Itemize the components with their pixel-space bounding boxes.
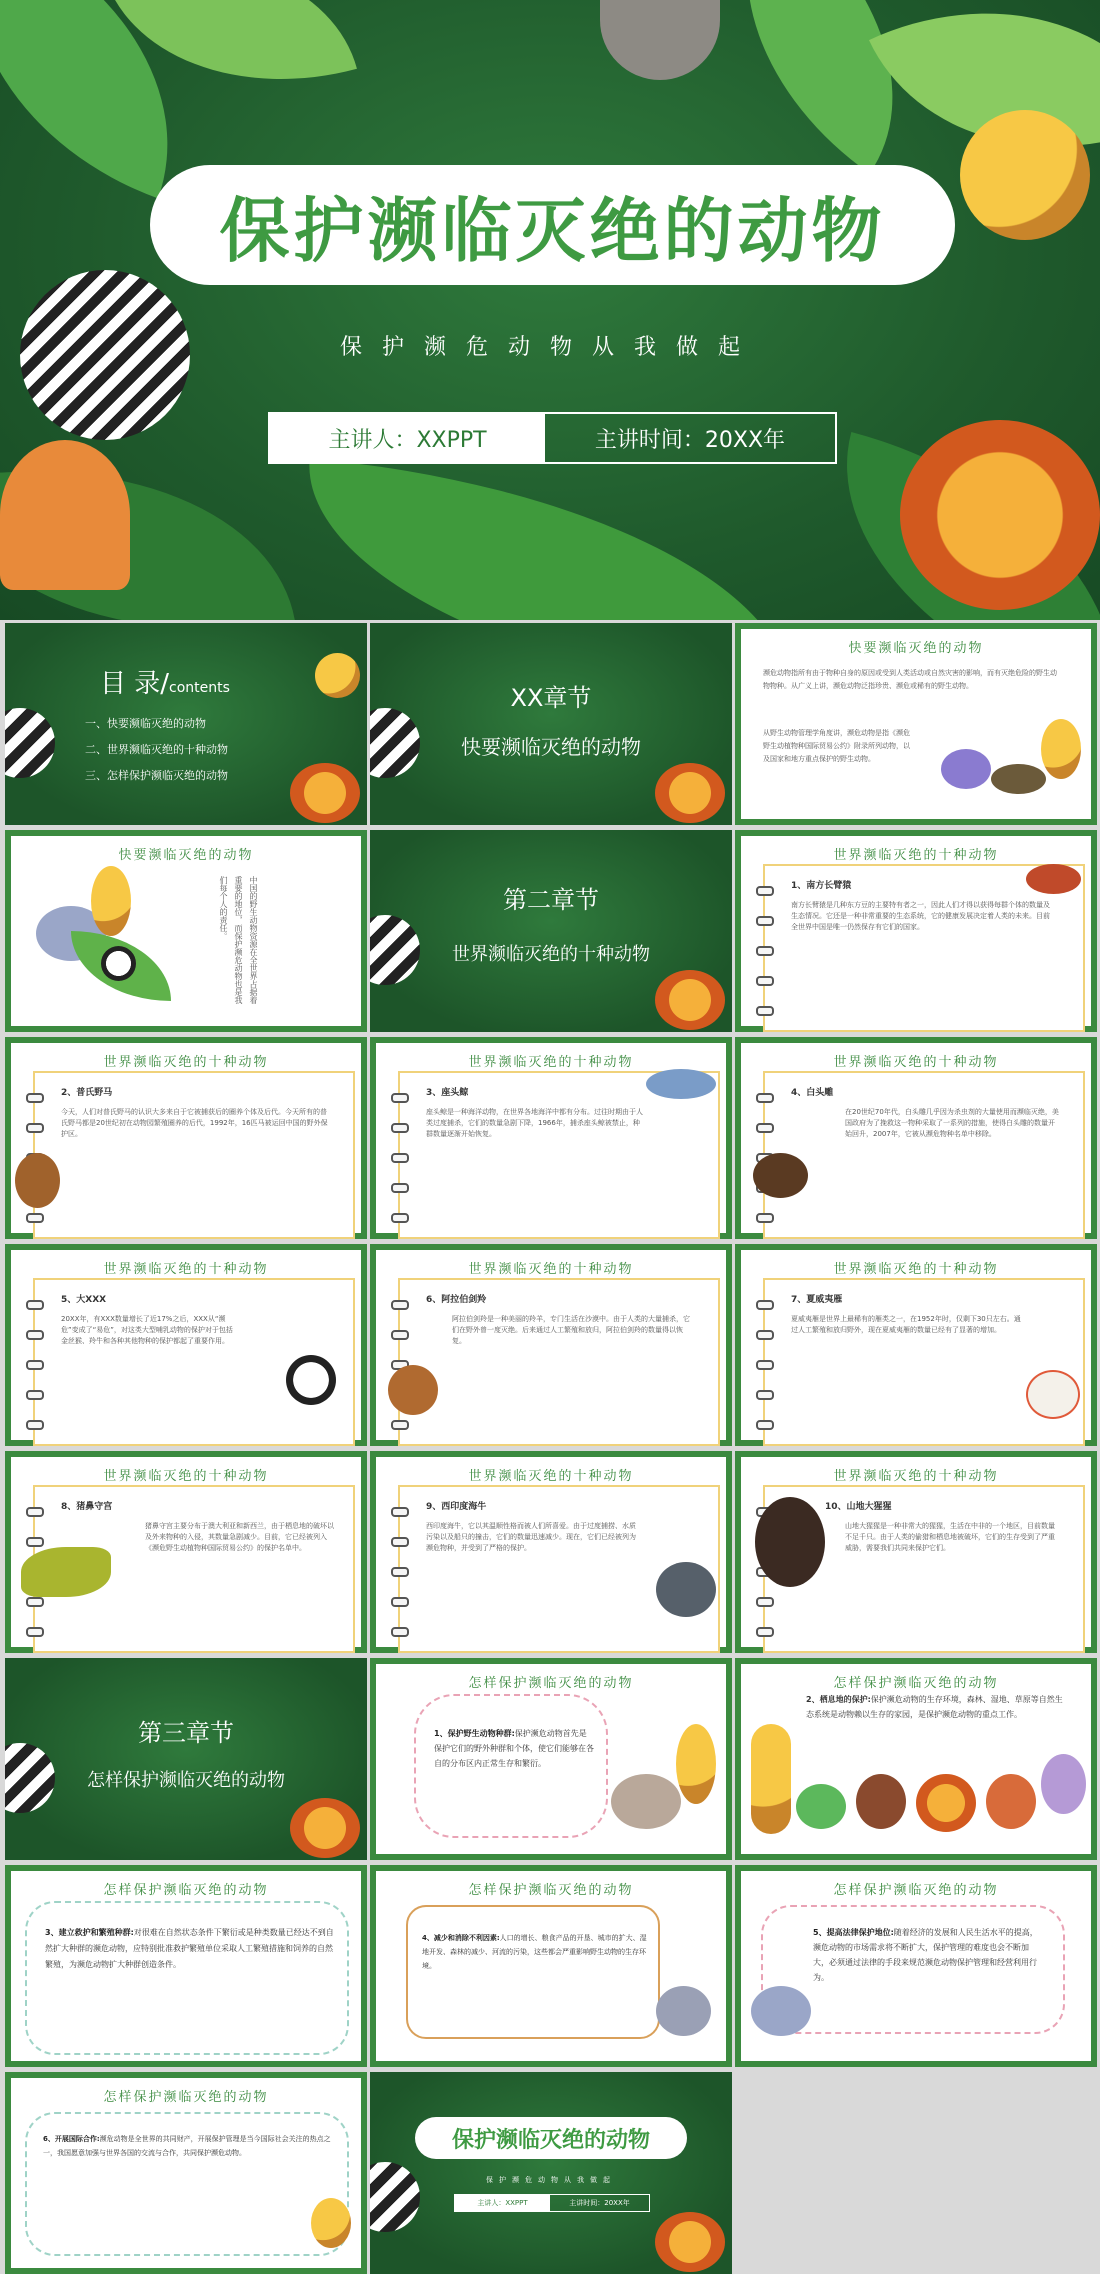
- binder-ring: [756, 1360, 774, 1370]
- intro-paragraph: 从野生动物管理学角度讲，濒危动物是指《濒危野生动植物种国际贸易公约》附录所列动物，以及国家和地方重点保护的野生动物。: [763, 729, 910, 763]
- binder-ring: [26, 1597, 44, 1607]
- chapter-number: 第三章节: [138, 1719, 234, 1747]
- panda-illustration: [286, 1355, 336, 1405]
- horse-illustration: [15, 1153, 60, 1208]
- animal-name: 4、白头雕: [791, 1088, 834, 1098]
- point-lead: 3、建立救护和繁殖种群:: [45, 1928, 134, 1937]
- slide-header: 怎样保护濒临灭绝的动物: [833, 1883, 999, 1898]
- protect-point: [806, 1692, 1066, 1722]
- notebook-frame: [763, 1278, 1085, 1446]
- binder-ring: [391, 1420, 409, 1430]
- gorilla-illustration: [755, 1497, 825, 1587]
- lion-illustration: [290, 1798, 360, 1858]
- binder-ring: [26, 1330, 44, 1340]
- slide-chapter-1[interactable]: [370, 623, 732, 825]
- toc-item[interactable]: 二、世界濒临灭绝的十种动物: [85, 743, 228, 756]
- slide-header: 世界濒临灭绝的十种动物: [833, 1055, 999, 1070]
- slide-header: 世界濒临灭绝的十种动物: [833, 1262, 999, 1277]
- binder-ring: [391, 1093, 409, 1103]
- slide-protect-6[interactable]: [5, 2072, 367, 2274]
- point-body: 随着经济的发展和人民生活水平的提高，濒危动物的市场需求将不断扩大，保护管理的难度也会不断加大，必须通过法律的手段来规范濒危动物保护管理和经营利用行为。: [813, 1928, 1038, 1982]
- slide-header: 世界濒临灭绝的十种动物: [468, 1055, 634, 1070]
- binder-ring: [391, 1153, 409, 1163]
- binder-ring: [26, 1420, 44, 1430]
- animal-name: 6、阿拉伯剑羚: [426, 1295, 487, 1305]
- rhino-illustration: [941, 749, 991, 789]
- oryx-illustration: [388, 1365, 438, 1415]
- slide-chapter-3[interactable]: [5, 1658, 367, 1860]
- title-banner: [150, 165, 955, 285]
- slide-header: 怎样保护濒临灭绝的动物: [468, 1676, 634, 1691]
- chapter-title: 快要濒临灭绝的动物: [461, 735, 641, 759]
- binder-ring: [756, 1300, 774, 1310]
- animal-name: 3、座头鲸: [426, 1088, 469, 1098]
- zebra-illustration: [370, 2162, 420, 2232]
- binder-ring: [756, 1213, 774, 1223]
- closing-info-bar: [454, 2194, 650, 2212]
- giraffe-illustration: [311, 2198, 351, 2248]
- presentation-time: 主讲时间：20XX年: [569, 2199, 630, 2207]
- presentation-time: 主讲时间：20XX年: [594, 427, 786, 453]
- animal-name: 10、山地大猩猩: [825, 1502, 892, 1512]
- binder-ring: [26, 1213, 44, 1223]
- notebook-frame: [33, 1071, 355, 1239]
- slide-header: 怎样保护濒临灭绝的动物: [468, 1883, 634, 1898]
- slide-animal-7[interactable]: [735, 1244, 1097, 1446]
- binder-ring: [756, 1597, 774, 1607]
- slide-animal-8[interactable]: [5, 1451, 367, 1653]
- slide-header: 怎样保护濒临灭绝的动物: [103, 2090, 269, 2105]
- point-lead: 4、减少和消除不利因素:: [422, 1934, 500, 1942]
- slide-header: 怎样保护濒临灭绝的动物: [103, 1883, 269, 1898]
- goose-illustration: [1026, 1370, 1080, 1419]
- animal-description: 在20世纪70年代，白头雕几乎因为杀虫剂的大量使用而濒临灭绝，美国政府为了挽救这一物种采取了一系列的措施，使得白头雕的数量开始回升，2007年，它被从濒危物种名单中移除。: [845, 1108, 1059, 1138]
- bat-illustration: [1026, 864, 1081, 894]
- chapter-title: 怎样保护濒临灭绝的动物: [87, 1770, 285, 1791]
- slide-animal-10[interactable]: [735, 1451, 1097, 1653]
- slide-protect-4[interactable]: [370, 1865, 732, 2067]
- binder-ring: [756, 1123, 774, 1133]
- binder-ring: [391, 1567, 409, 1577]
- grass-decoration: [292, 459, 808, 620]
- toc-item[interactable]: 三、怎样保护濒临灭绝的动物: [85, 769, 228, 782]
- animal-description: 山地大猩猩是一种非常大的猩猩，生活在中非的一个地区，目前数量不足千只。由于人类的偷猎和栖息地被破坏，它们的生存受到了严重威胁，需要我们共同来保护它们。: [845, 1522, 1055, 1552]
- slide-protect-1[interactable]: [370, 1658, 732, 1860]
- animal-description: 今天，人们对普氏野马的认识大多来自于它被捕获后的圈养个体及后代。今天所有的普氏野马都是20世纪初在动物园繁殖圈养的后代，1992年，16匹马被运回中国的野外保护区。: [61, 1108, 328, 1138]
- binder-ring: [391, 1213, 409, 1223]
- closing-title: 保护濒临灭绝的动物: [451, 2127, 650, 2153]
- fox-illustration: [986, 1774, 1036, 1829]
- lion-illustration: [916, 1774, 976, 1832]
- binder-ring: [391, 1627, 409, 1637]
- protect-point: [422, 1931, 647, 1973]
- closing-subtitle: 保护濒危动物从我做起: [486, 2176, 616, 2184]
- slide-header: 世界濒临灭绝的十种动物: [468, 1469, 634, 1484]
- animal-description: 座头鲸是一种海洋动物，在世界各地海洋中都有分布。过往时期由于人类过度捕杀，它们的数量急剧下降，1966年，捕杀座头鲸被禁止，种群数量逐渐开始恢复。: [426, 1108, 643, 1138]
- animal-name: 1、南方长臂猿: [791, 881, 852, 891]
- binder-ring: [756, 886, 774, 896]
- toc-title: 目 录/contents: [100, 669, 230, 699]
- slide-intro[interactable]: [735, 623, 1097, 825]
- board-frame: [406, 1905, 660, 2039]
- chapter-number: 第二章节: [503, 886, 599, 914]
- protect-point: [43, 2132, 333, 2160]
- slide-header: 快要濒临灭绝的动物: [848, 641, 984, 656]
- presentation-title: 保护濒临灭绝的动物: [219, 189, 886, 272]
- binder-ring: [756, 1330, 774, 1340]
- slide-header: 世界濒临灭绝的十种动物: [833, 848, 999, 863]
- point-lead: 5、提高法律保护地位:: [813, 1928, 894, 1937]
- animal-description: 夏威夷雁是世界上最稀有的雁类之一，在1952年时，仅剩下30只左右。通过人工繁殖和放归野外，现在夏威夷雁的数量已经有了显著的增加。: [791, 1315, 1021, 1334]
- giraffe-illustration: [751, 1724, 791, 1834]
- turtle-illustration: [991, 764, 1046, 794]
- slide-protect-2[interactable]: [735, 1658, 1097, 1860]
- binder-ring: [756, 976, 774, 986]
- slide-animal-5[interactable]: [5, 1244, 367, 1446]
- slide-toc[interactable]: [5, 623, 367, 825]
- whale-illustration: [646, 1069, 716, 1099]
- protect-point: [434, 1726, 594, 1771]
- binder-ring: [756, 1420, 774, 1430]
- slide-animal-2[interactable]: [5, 1037, 367, 1239]
- panda-illustration: [101, 946, 136, 981]
- animal-description: 20XX年，有XXX数量增长了近17%之后，XXX从“濒危”变成了“易危”，对这类大型哺乳动物的保护对于包括金丝猴、羚牛和各种其他物种的保护都起了重要作用。: [61, 1315, 233, 1345]
- animal-description: 南方长臂猿是几种东方豆的主要特有者之一，因此人们才得以获得每群个体的数量及生态情况。它还是一种非常重要的生态系统，它的健康发展决定着人类的未来。目前全世界中国是唯一仍然保存有它们的国家。: [791, 901, 1050, 931]
- giraffe-illustration: [315, 653, 360, 698]
- lion-illustration: [900, 420, 1100, 610]
- beaded-frame: [25, 1901, 349, 2055]
- giraffe-illustration: [676, 1724, 716, 1804]
- zebra-illustration: [5, 708, 55, 778]
- slide-animal-3[interactable]: [370, 1037, 732, 1239]
- animal-description: 阿拉伯剑羚是一种美丽的羚羊，专门生活在沙漠中。由于人类的大量捕杀，它们在野外曾一度灭绝。后来通过人工繁殖和放归，阿拉伯剑羚的数量得以恢复。: [452, 1315, 690, 1345]
- binder-ring: [391, 1183, 409, 1193]
- binder-ring: [391, 1300, 409, 1310]
- gecko-illustration: [21, 1547, 111, 1597]
- chapter-title: 世界濒临灭绝的十种动物: [452, 944, 650, 965]
- binder-ring: [391, 1123, 409, 1133]
- speech-bubble: [414, 1694, 608, 1838]
- giraffe-illustration: [91, 866, 131, 936]
- binder-ring: [26, 1360, 44, 1370]
- animal-group-illustration: [611, 1774, 681, 1829]
- binder-ring: [26, 1390, 44, 1400]
- animal-description: 西印度海牛，它以其温顺性格而被人们所喜爱。由于过度捕捞、水质污染以及船只的撞击，它们的数量迅速减少。现在，它们已经被列为濒危物种，并受到了严格的保护。: [426, 1522, 636, 1552]
- lion-illustration: [655, 763, 725, 823]
- point-body: 保护濒危动物首先是保护它们的野外种群和个体，使它们能够在各自的分布区内正常生存和繁衍。: [434, 1729, 594, 1768]
- crocodile-illustration: [796, 1784, 846, 1829]
- presenter-label: 主讲人：XXPPT: [270, 414, 545, 462]
- point-lead: 6、开展国际合作:: [43, 2135, 100, 2143]
- slide-header: 怎样保护濒临灭绝的动物: [833, 1676, 999, 1691]
- point-body: 保护濒危动物的生存环境，森林、湿地、草原等自然生态系统是动物赖以生存的家园，是保护濒危动物的重点工作。: [806, 1695, 1063, 1719]
- slide-vertical-text[interactable]: [5, 830, 367, 1032]
- binder-ring: [391, 1597, 409, 1607]
- binder-ring: [391, 1507, 409, 1517]
- point-body: 人口的增长、粮食产品的开垦、城市的扩大、湿地开发、森林的减少、河流的污染，这些都会严重影响野生动物的生存环境。: [422, 1934, 647, 1970]
- slide-closing[interactable]: [370, 2072, 732, 2274]
- binder-ring: [26, 1537, 44, 1547]
- binder-ring: [391, 1537, 409, 1547]
- notebook-frame: [398, 1278, 720, 1446]
- animal-name: 7、夏威夷雁: [791, 1295, 843, 1305]
- animal-name: 8、猪鼻守宫: [61, 1502, 113, 1512]
- intro-paragraph: 濒危动物指所有由于物种自身的原因或受到人类活动或自然灾害的影响，而有灭绝危险的野生动物物种。从广义上讲，濒危动物泛指珍贵、濒危或稀有的野生动物。: [763, 669, 1057, 690]
- elephant-illustration: [751, 1986, 811, 2036]
- point-lead: 2、栖息地的保护:: [806, 1695, 871, 1704]
- binder-ring: [756, 1627, 774, 1637]
- giraffe-illustration: [960, 110, 1090, 240]
- binder-ring: [756, 946, 774, 956]
- vertical-paragraph: 中国的野生动物资源在全世界占据着重要的地位，而保护濒危动物也是我们每个人的责任。: [219, 876, 258, 1004]
- slide-protect-3[interactable]: [5, 1865, 367, 2067]
- fox-illustration: [0, 440, 130, 590]
- binder-ring: [756, 1390, 774, 1400]
- notebook-frame: [763, 1071, 1085, 1239]
- binder-ring: [391, 1330, 409, 1340]
- binder-ring: [26, 1300, 44, 1310]
- hippo-illustration: [1041, 1754, 1086, 1814]
- slide-header: 世界濒临灭绝的十种动物: [103, 1469, 269, 1484]
- protect-point: [45, 1925, 335, 1973]
- lion-illustration: [655, 970, 725, 1030]
- animal-name: 9、西印度海牛: [426, 1502, 487, 1512]
- lion-illustration: [655, 2212, 725, 2272]
- point-body: 对很难在自然状态条件下繁衍或是种类数量已经达不到自然扩大种群的濒危动物，应特别批准救护繁殖单位采取人工繁殖措施和饲养的自然繁殖，为濒危动物扩大种群创造条件。: [45, 1928, 334, 1969]
- slide-header: 世界濒临灭绝的十种动物: [103, 1055, 269, 1070]
- slide-header: 世界濒临灭绝的十种动物: [468, 1262, 634, 1277]
- manatee-illustration: [656, 1562, 716, 1617]
- toc-item[interactable]: 一、快要濒临灭绝的动物: [85, 717, 206, 730]
- slide-chapter-2[interactable]: [370, 830, 732, 1032]
- presentation-subtitle: 保护濒危动物从我做起: [339, 335, 760, 360]
- toc-list: [85, 711, 228, 789]
- animal-name: 2、普氏野马: [61, 1088, 113, 1098]
- hero-slide[interactable]: [0, 0, 1100, 620]
- binder-ring: [756, 1093, 774, 1103]
- protect-point: [813, 1925, 1043, 1985]
- point-lead: 1、保护野生动物种群:: [434, 1729, 515, 1738]
- elephant-illustration: [656, 1986, 711, 2036]
- slide-header: 世界濒临灭绝的十种动物: [833, 1469, 999, 1484]
- point-body: 濒危动物是全世界的共同财产，开展保护管理是当今国际社会关注的热点之一，我国愿意加强与世界各国的交流与合作，共同保护濒危动物。: [43, 2135, 331, 2157]
- binder-ring: [26, 1627, 44, 1637]
- slide-header: 世界濒临灭绝的十种动物: [103, 1262, 269, 1277]
- binder-ring: [26, 1123, 44, 1133]
- binder-ring: [26, 1093, 44, 1103]
- giraffe-illustration: [1041, 719, 1081, 779]
- chapter-number: XX章节: [510, 684, 592, 712]
- slide-protect-5[interactable]: [735, 1865, 1097, 2067]
- closing-title-banner: [415, 2117, 687, 2159]
- eagle-illustration: [753, 1153, 808, 1198]
- slide-animal-1[interactable]: [735, 830, 1097, 1032]
- slide-animal-4[interactable]: [735, 1037, 1097, 1239]
- beaded-frame: [25, 2112, 349, 2256]
- binder-ring: [756, 916, 774, 926]
- slide-animal-9[interactable]: [370, 1451, 732, 1653]
- slide-header: 快要濒临灭绝的动物: [118, 848, 254, 863]
- binder-ring: [756, 1006, 774, 1016]
- slide-animal-6[interactable]: [370, 1244, 732, 1446]
- binder-ring: [26, 1507, 44, 1517]
- presenter-label: 主讲人：XXPPT: [455, 2195, 550, 2211]
- bear-illustration: [856, 1774, 906, 1829]
- sloth-illustration: [600, 0, 720, 80]
- presenter-info-bar: [268, 412, 837, 464]
- animal-description: 猪鼻守宫主要分布于澳大利亚和新西兰，由于栖息地的破坏以及外来物种的入侵，其数量急剧减少。目前，它已经被列入《濒危野生动植物种国际贸易公约》的保护名单中。: [145, 1522, 334, 1552]
- animal-name: 5、大XXX: [61, 1295, 107, 1305]
- lion-illustration: [290, 763, 360, 823]
